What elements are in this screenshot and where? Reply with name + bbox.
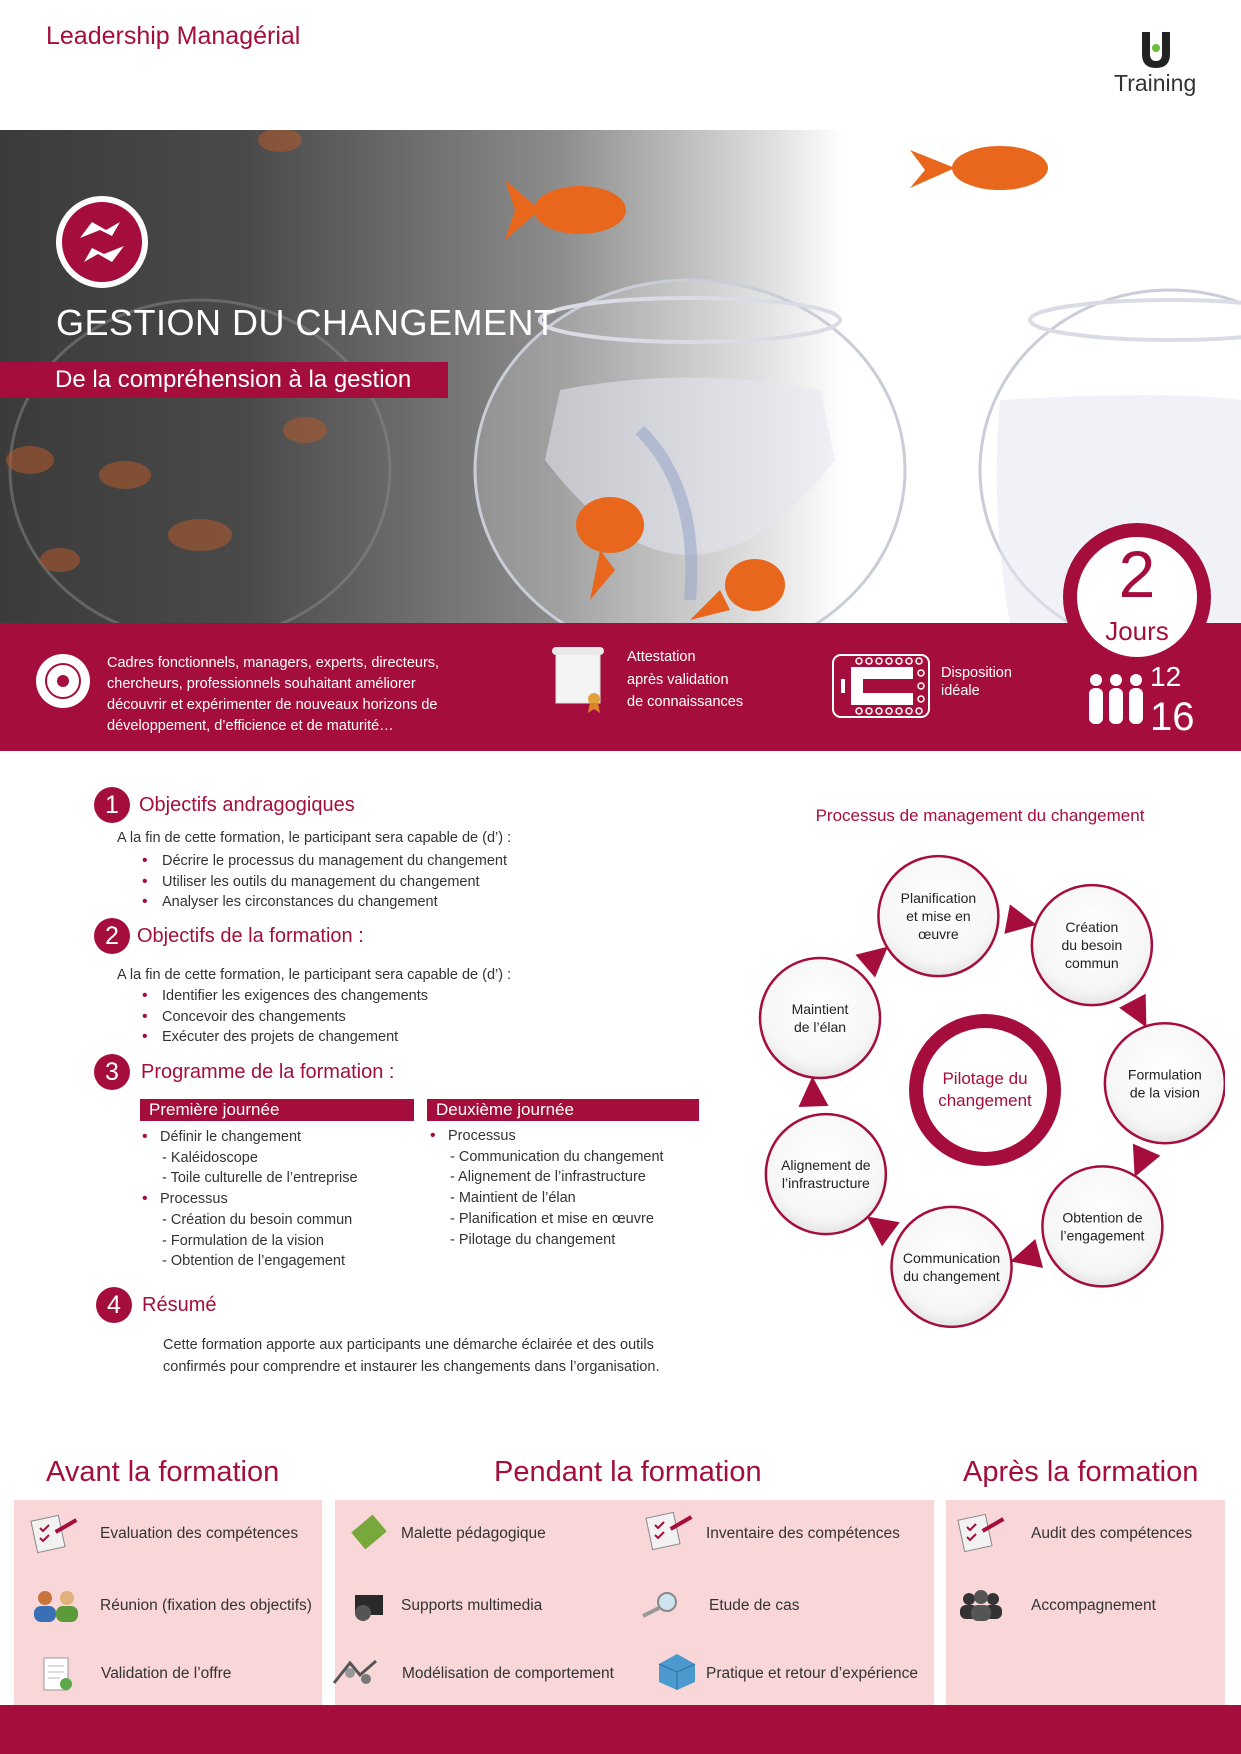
list-item: • Analyser les circonstances du changement xyxy=(140,892,507,913)
target-icon xyxy=(36,654,90,708)
process-arrow xyxy=(1010,1239,1043,1268)
section-title-objectives-andragogiques: Objectifs andragogiques xyxy=(139,794,355,816)
process-step-label: l’infrastructure xyxy=(781,1175,870,1192)
process-arrow xyxy=(1119,994,1146,1028)
process-arrow xyxy=(1133,1144,1160,1177)
cube-icon xyxy=(651,1650,703,1690)
process-step-label: du besoin xyxy=(1061,937,1123,954)
section-number-3: 3 xyxy=(94,1054,130,1090)
phase-item-label: Validation de l’offre xyxy=(101,1665,232,1682)
process-arrow xyxy=(1004,904,1036,933)
document-check-icon xyxy=(32,1654,84,1694)
section-number-4: 4 xyxy=(96,1287,132,1323)
modeling-icon xyxy=(330,1653,382,1693)
phase-item-label: Pratique et retour d’expérience xyxy=(706,1665,918,1682)
phase-item-label: Malette pédagogique xyxy=(401,1525,546,1542)
process-step-label: Création xyxy=(1065,919,1119,936)
process-step-label: de la vision xyxy=(1129,1084,1200,1101)
program-topic: • Processus xyxy=(430,1126,700,1147)
kit-icon xyxy=(345,1513,397,1553)
list-item: • Exécuter des projets de changement xyxy=(140,1027,428,1048)
section-title-resume: Résumé xyxy=(142,1294,217,1316)
process-arrow xyxy=(867,1217,900,1247)
phase-item-label: Supports multimedia xyxy=(401,1597,543,1614)
certificate-line: après validation xyxy=(627,671,729,688)
diagram-title: Processus de management du changement xyxy=(815,806,1145,825)
center-label-line: changement xyxy=(938,1091,1032,1110)
program-subtopic: - Maintient de l’élan xyxy=(450,1190,576,1207)
participants-icon xyxy=(1086,668,1146,728)
process-step-label: Obtention de xyxy=(1062,1209,1143,1226)
section-intro: A la fin de cette formation, le participant sera capable de (d’) : xyxy=(117,967,512,983)
team-icon xyxy=(955,1585,1007,1625)
duration-value: 2 xyxy=(1118,537,1156,611)
program-subtopic: - Obtention de l’engagement xyxy=(162,1253,345,1270)
section-title-programme: Programme de la formation : xyxy=(141,1061,395,1083)
process-step-node xyxy=(1105,1023,1225,1143)
change-arrows-icon xyxy=(56,196,148,288)
program-topic: • Définir le changement xyxy=(142,1127,412,1148)
process-step-node xyxy=(892,1207,1012,1327)
phase-item-label: Evaluation des compétences xyxy=(100,1525,299,1542)
course-title: GESTION DU CHANGEMENT xyxy=(56,302,557,343)
capacity-min: 12 xyxy=(1150,661,1182,692)
audience-text: Cadres fonctionnels, managers, experts, directeurs, chercheurs, professionnels souhaitant améliorer découvrir et expérimenter de nouveaux horizons de développement, d’efficience et de maturité… xyxy=(107,655,440,734)
program-subtopic: - Création du besoin commun xyxy=(162,1211,353,1228)
footer-band xyxy=(0,1705,1241,1754)
program-topic: • Processus xyxy=(142,1189,412,1210)
process-step-label: et mise en xyxy=(906,908,971,925)
phase-item-label: Modélisation de comportement xyxy=(402,1665,614,1682)
process-step-label: Alignement de xyxy=(781,1157,871,1174)
certificate-text xyxy=(627,646,743,714)
objectives-list xyxy=(140,851,507,913)
day-2-header: Deuxième journée xyxy=(427,1099,699,1121)
day-2-list xyxy=(430,1126,700,1250)
program-subtopic: - Pilotage du changement xyxy=(450,1231,616,1248)
process-step-label: de l’élan xyxy=(793,1019,847,1036)
category-title: Leadership Managérial xyxy=(46,22,301,50)
layout-line: Disposition xyxy=(941,665,1012,681)
brand-logo-text: Training xyxy=(1114,70,1197,96)
program-subtopic: - Communication du changement xyxy=(450,1148,664,1165)
process-step-label: œuvre xyxy=(918,926,959,943)
process-step-label: Planification xyxy=(900,890,977,907)
phase-item-label: Inventaire des compétences xyxy=(706,1525,900,1542)
certificate-line: de connaissances xyxy=(627,694,744,710)
program-subtopic: - Planification et mise en œuvre xyxy=(450,1210,654,1227)
objectives-list xyxy=(140,986,428,1048)
process-step-label: commun xyxy=(1065,955,1119,972)
camera-icon xyxy=(345,1585,397,1625)
program-subtopic: - Alignement de l’infrastructure xyxy=(450,1169,646,1186)
room-layout-icon xyxy=(831,653,931,719)
process-arrow xyxy=(799,1076,829,1107)
section-title-objectives-formation: Objectifs de la formation : xyxy=(137,925,364,947)
layout-text xyxy=(941,664,1012,700)
clipboard-icon xyxy=(28,1514,80,1554)
list-item: • Concevoir des changements xyxy=(140,1007,428,1028)
duration-unit: Jours xyxy=(1105,616,1169,646)
phase-item-label: Réunion (fixation des objectifs) xyxy=(100,1597,312,1614)
section-intro: A la fin de cette formation, le participant sera capable de (d’) : xyxy=(117,830,512,846)
certificate-line: Attestation xyxy=(627,649,696,665)
course-subtitle: De la compréhension à la gestion xyxy=(55,366,412,393)
clipboard-icon xyxy=(955,1513,1007,1553)
list-item: • Utiliser les outils du management du changement xyxy=(140,872,507,893)
summary-text: Cette formation apporte aux participants une démarche éclairée et des outils confirmés pour comprendre et instaurer les changements dans l’organisation. xyxy=(163,1337,660,1375)
phase-item-label: Audit des compétences xyxy=(1031,1525,1193,1542)
phase-title-after: Après la formation xyxy=(963,1456,1199,1488)
magnifier-icon xyxy=(637,1586,689,1626)
capacity-max: 16 xyxy=(1150,695,1195,739)
day-1-header: Première journée xyxy=(140,1099,414,1121)
list-item: • Décrire le processus du management du changement xyxy=(140,851,507,872)
process-step-label: Communication xyxy=(902,1249,1001,1266)
process-step-label: l’engagement xyxy=(1060,1227,1145,1244)
process-step-label: du changement xyxy=(903,1267,1000,1284)
center-disc xyxy=(923,1028,1047,1152)
phase-item-label: Etude de cas xyxy=(709,1597,800,1614)
program-subtopic: - Toile culturelle de l’entreprise xyxy=(162,1170,358,1187)
list-item: • Identifier les exigences des changements xyxy=(140,986,428,1007)
phase-title-before: Avant la formation xyxy=(46,1456,280,1488)
process-step-node xyxy=(1042,1166,1162,1286)
section-number-2: 2 xyxy=(94,918,130,954)
certificate-scroll-icon xyxy=(550,645,606,713)
program-subtopic: - Formulation de la vision xyxy=(162,1232,324,1249)
program-subtopic: - Kaléidoscope xyxy=(162,1149,258,1166)
clipboard-icon xyxy=(643,1511,695,1551)
change-process-diagram xyxy=(745,850,1225,1330)
process-step-label: Formulation xyxy=(1127,1066,1202,1083)
phase-title-during: Pendant la formation xyxy=(494,1456,762,1488)
process-step-label: Maintient xyxy=(791,1001,849,1018)
center-label-line: Pilotage du xyxy=(942,1069,1028,1088)
day-1-list xyxy=(142,1127,412,1272)
phase-item-label: Accompagnement xyxy=(1031,1597,1156,1614)
layout-line: idéale xyxy=(941,683,980,699)
process-step-node xyxy=(766,1114,886,1234)
meeting-icon xyxy=(30,1586,82,1626)
process-step-node xyxy=(760,958,880,1078)
section-number-1: 1 xyxy=(94,787,130,823)
